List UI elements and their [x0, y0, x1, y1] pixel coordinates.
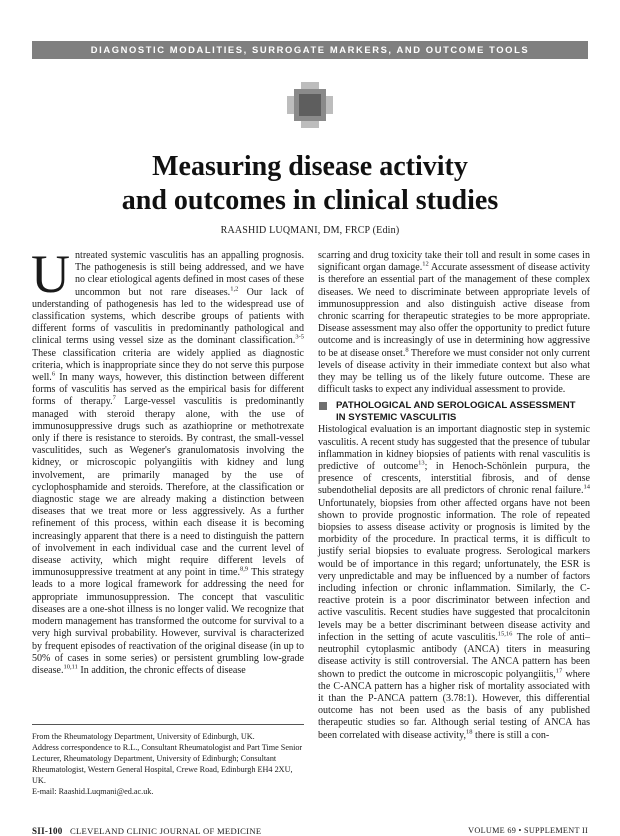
section-bullet-icon	[319, 402, 327, 410]
right-column	[318, 250, 590, 742]
journal-name: CLEVELAND CLINIC JOURNAL OF MEDICINE	[69, 826, 262, 836]
section-heading-line-1: PATHOLOGICAL AND SEROLOGICAL ASSESSMENT	[336, 400, 576, 412]
citation-superscript: 18	[466, 728, 473, 736]
citation-superscript: 14	[583, 484, 590, 492]
volume-info: VOLUME 69 • SUPPLEMENT II	[468, 826, 588, 835]
title-line-2: and outcomes in clinical studies	[121, 185, 499, 216]
journal-emblem-icon	[287, 82, 333, 128]
affiliation-footnote	[32, 731, 304, 798]
footnote-affiliation: From the Rheumatology Department, University of Edinburgh, UK.	[32, 732, 255, 741]
citation-superscript: 1,2	[230, 285, 239, 293]
drop-cap: U	[31, 244, 70, 304]
author-byline: RAASHID LUQMANI, DM, FRCP (Edin)	[220, 225, 400, 236]
citation-superscript: 6	[51, 370, 56, 378]
left-column-text: ntreated systemic vasculitis has an appalling prognosis. The pathogenesis is still being addressed, and we have no clear etiological agents defined in most cases of these uncommon but not rare diseases.$^{1,2}$ Our lack of understanding of pathogenesis has led to the widespread use of classification systems, which describe groups of patients with different forms of vasculitis in predominantly pathological and clinical terms using vessel size as the dominant classification.$^{3-5}$ These classification criteria are widely applied as diagnostic criteria, which is inappropriate since they do not serve this purpose well.$^6$ In many ways, however, this distinction between different forms of vasculitis has served as the empirical basis for different forms of therapy.$^7$ Large-vessel vasculitis is predominantly managed with steroid therapy alone, with the use of immunosuppressive drugs such as azathioprine or methotrexate only if there is resistance to steroids. By contrast, the small-vessel vasculitides, such as Wegener's granulomatosis involving the kidney, or microscopic polyangiitis with kidney and lung involvement, are primarily managed by the use of cyclophosphamide and steroids. Therefore, at the classification or diagnostic stage we are already making a distinction between diseases that we treat more or less aggressively. As a further refinement of this process, within each disease it is becoming increasingly apparent that there is a need to distinguish the pattern of involvement in each individual case and the current level of disease activity, which might require different levels of immunosuppressive treatment at any point in time.$^{8,9}$ This strategy leads to a more logical framework for addressing the need for appropriate immunosuppression. The concept that vasculitic diseases are a one-shot illness is no longer valid. We recognize that modern management has transformed the outcome for survival to a very high survival probability. However, survival is characterized by frequent episodes of reactivation of the original disease (in up to 50% of cases in some series) or persistent grumbling low-grade disease.$^{10,11}$ In addition, the chronic effects of disease	[32, 250, 304, 676]
footnote-correspondence: Address correspondence to R.L., Consultant Rheumatologist and Part Time Senior Lecturer, Rheumatology Department, University of Edinburgh; Consultant Rheumatologist, Western General Hospital, Crewe Road, Edinburgh EH4 2XU, UK.	[32, 743, 303, 786]
citation-superscript: 13	[418, 459, 425, 467]
citation-superscript: 7	[112, 395, 116, 403]
citation-superscript: 12	[422, 260, 429, 268]
section-heading-line-2: IN SYSTEMIC VASCULITIS	[336, 411, 457, 423]
citation-superscript: 17	[555, 667, 563, 675]
right-column-text-1: scarring and drug toxicity take their toll and result in some cases in significant organ damage.$^{12}$ Accurate assessment of disease activity is therefore an essential part of the management of these complex diseases. We need to discriminate between appropriate levels of immunosuppression and also distinguish active disease from chronic scarring for therapeutic strategies to be more appropriate. Disease assessment may also offer the opportunity to predict future outcome and is increasingly of use in determining how aggressive to be at disease onset.$^8$ Therefore we must consider not only current levels of disease activity in their immediate context but also what they may be telling us of the likely future outcome. These are difficult tasks to expect any individual assessment to provide.	[318, 250, 591, 396]
citation-superscript: 8,9	[240, 565, 249, 573]
citation-superscript: 3-5	[295, 334, 304, 342]
article-title	[0, 150, 620, 218]
citation-superscript: 15,16	[497, 630, 513, 638]
footnote-divider	[32, 724, 304, 725]
title-line-1: Measuring disease activity	[152, 151, 468, 182]
right-column-text-2: Histological evaluation is an important diagnostic step in systemic vasculitis. A recent study has suggested that the presence of tubular inflammation in kidney biopsies of patients with renal vasculitis is predictive of outcome$^{13}$; in Henoch-Schönlein purpura, the presence of crescents, interstitial fibrosis, and of dense subendothelial deposits are all predictors of chronic renal failure.$^{14}$ Unfortunately, biopsies from other affected organs have not been shown to provide prognostic information. The role of repeated biopsies to assess disease activity or prognosis is limited by the morbidity of the procedure. In practical terms, it is difficult to justify serial biopsies to evaluate progress. Serological markers would be of importance in this regard; unfortunately, the ESR is very unpredictable and may be influenced by a number of factors including infection or chronic inflammation. Similarly, the C-reactive protein is a poor discriminator between infection and active vasculitis. Recent studies have suggested that procalcitonin levels may be a better discriminant between disease activity and infection in the setting of acute vasculitis.$^{15,16}$ The role of anti–neutrophil cytoplasmic antibody (ANCA) titers in measuring disease activity is still controversial. The ANCA pattern has been shown to predict the outcome in microscopic polyangiitis,$^{17}$ where the C-ANCA pattern has a higher risk of mortality associated with it than the P-ANCA pattern (3.78:1). However, this differential outcome has not been used as the basis of any published therapeutic studies so far. Although serial testing of ANCA has been correlated with disease activity,$^{18}$ there is still a con-	[318, 424, 590, 741]
footnote-email: E-mail: Raashid.Luqmani@ed.ac.uk.	[32, 787, 154, 797]
section-heading	[318, 400, 590, 423]
citation-superscript: 8	[405, 346, 409, 354]
page-footer-left	[32, 826, 261, 836]
left-column	[31, 244, 304, 677]
citation-superscript: 10,11	[63, 663, 78, 671]
section-banner: DIAGNOSTIC MODALITIES, SURROGATE MARKERS, AND OUTCOME TOOLS	[32, 41, 588, 59]
page-number: SII-100	[32, 826, 63, 836]
